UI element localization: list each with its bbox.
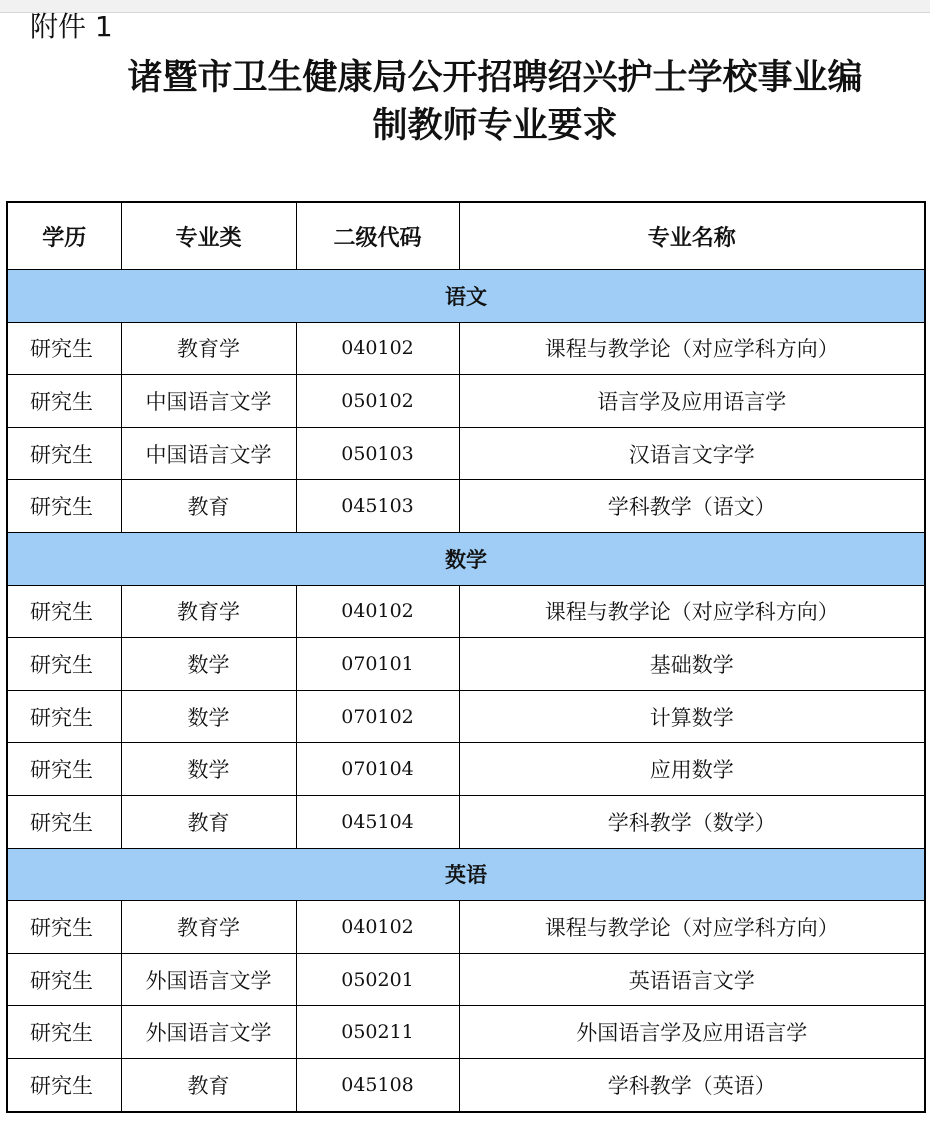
header-degree: 学历 [7,202,121,270]
table-row [7,322,925,375]
cell-major-category: 教育学 [121,901,296,954]
table-row [7,1006,925,1059]
cell-degree: 研究生 [7,375,121,428]
cell-major-name: 学科教学（英语） [459,1058,925,1111]
cell-major-name: 外国语言学及应用语言学 [459,1006,925,1059]
header-major-category: 专业类 [121,202,296,270]
page-top-divider [0,0,930,13]
cell-code: 050211 [296,1006,459,1059]
cell-major-category: 教育学 [121,322,296,375]
table-row [7,953,925,1006]
header-secondary-code: 二级代码 [296,202,459,270]
cell-degree: 研究生 [7,743,121,796]
major-requirements-table [6,201,926,1113]
cell-major-name: 计算数学 [459,690,925,743]
cell-major-category: 数学 [121,743,296,796]
section-row-math [7,532,925,585]
cell-major-name: 学科教学（语文） [459,480,925,533]
cell-degree: 研究生 [7,322,121,375]
cell-major-name: 英语语言文学 [459,953,925,1006]
cell-code: 040102 [296,585,459,638]
cell-code: 040102 [296,901,459,954]
cell-major-category: 数学 [121,690,296,743]
cell-degree: 研究生 [7,690,121,743]
table-row [7,375,925,428]
cell-major-name: 应用数学 [459,743,925,796]
cell-major-category: 教育学 [121,585,296,638]
cell-major-category: 数学 [121,638,296,691]
attachment-label: 附件 1 [30,10,113,43]
document-title-line-2: 制教师专业要求 [372,106,618,146]
cell-code: 070102 [296,690,459,743]
cell-major-name: 基础数学 [459,638,925,691]
cell-degree: 研究生 [7,427,121,480]
table-row [7,480,925,533]
cell-major-name: 语言学及应用语言学 [459,375,925,428]
cell-major-category: 教育 [121,795,296,848]
cell-degree: 研究生 [7,795,121,848]
cell-major-category: 外国语言文学 [121,1006,296,1059]
cell-degree: 研究生 [7,901,121,954]
table-row [7,1058,925,1111]
table-row [7,743,925,796]
table-row [7,585,925,638]
section-row-chinese [7,270,925,323]
cell-code: 050201 [296,953,459,1006]
cell-code: 050103 [296,427,459,480]
cell-major-name: 汉语言文字学 [459,427,925,480]
table-row [7,690,925,743]
cell-degree: 研究生 [7,585,121,638]
cell-degree: 研究生 [7,638,121,691]
cell-code: 040102 [296,322,459,375]
cell-major-category: 教育 [121,1058,296,1111]
cell-major-category: 教育 [121,480,296,533]
table-header-row [7,202,925,270]
document-title [60,54,930,150]
cell-degree: 研究生 [7,1006,121,1059]
cell-major-category: 外国语言文学 [121,953,296,1006]
cell-code: 050102 [296,375,459,428]
table-row [7,427,925,480]
cell-major-name: 课程与教学论（对应学科方向） [459,322,925,375]
cell-degree: 研究生 [7,953,121,1006]
cell-code: 045108 [296,1058,459,1111]
table-row [7,795,925,848]
cell-code: 070104 [296,743,459,796]
section-label: 数学 [7,532,925,585]
cell-major-name: 课程与教学论（对应学科方向） [459,901,925,954]
cell-major-category: 中国语言文学 [121,375,296,428]
cell-code: 045104 [296,795,459,848]
section-label: 英语 [7,848,925,901]
section-row-english [7,848,925,901]
table-row [7,638,925,691]
cell-degree: 研究生 [7,1058,121,1111]
cell-major-category: 中国语言文学 [121,427,296,480]
table-row [7,901,925,954]
document-title-line-1: 诸暨市卫生健康局公开招聘绍兴护士学校事业编 [127,58,863,98]
section-label: 语文 [7,270,925,323]
cell-code: 045103 [296,480,459,533]
cell-major-name: 学科教学（数学） [459,795,925,848]
cell-major-name: 课程与教学论（对应学科方向） [459,585,925,638]
header-major-name: 专业名称 [459,202,925,270]
cell-degree: 研究生 [7,480,121,533]
cell-code: 070101 [296,638,459,691]
